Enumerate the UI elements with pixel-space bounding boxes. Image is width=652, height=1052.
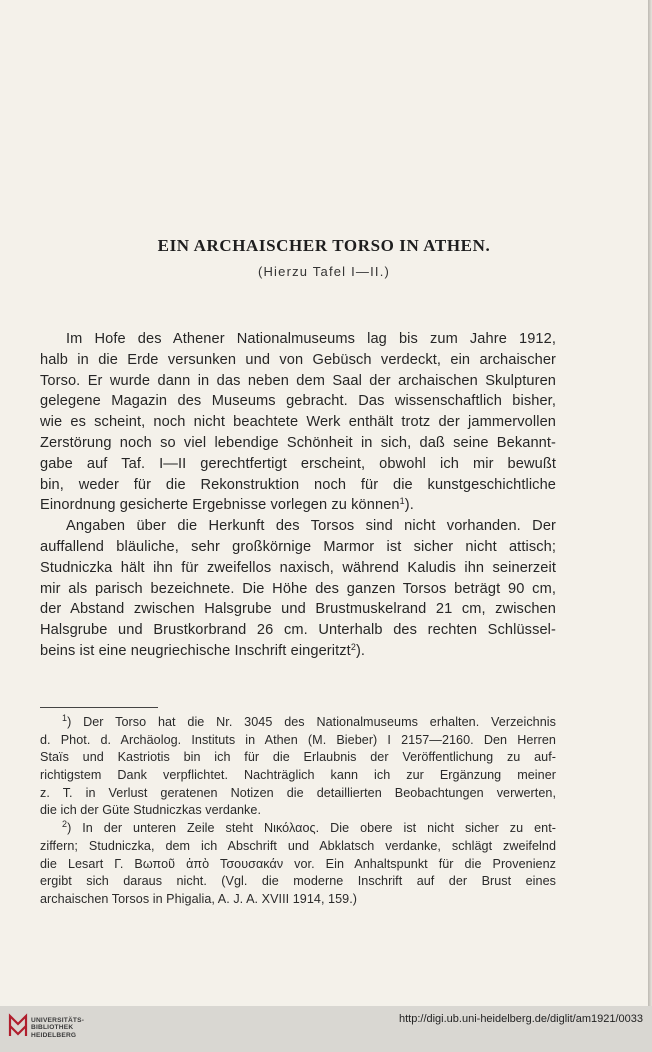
page-edge-shadow: [648, 0, 652, 1006]
article-body: [40, 329, 556, 662]
footnote-line-content: ) In der unteren Zeile steht Νικόλαος. Die obere ist nicht sicher zu ent-: [67, 821, 556, 836]
footnote-2: [40, 820, 556, 908]
university-library-logo-icon: [7, 1012, 29, 1038]
text-line: gabe auf Taf. I—II gerechtfertigt erscheint, obwohl ich mir bewußt: [40, 455, 556, 472]
footnote-marker: 2: [62, 819, 68, 830]
library-name-line: HEIDELBERG: [31, 1031, 77, 1039]
article-subtitle: (Hierzu Tafel I—II.): [257, 264, 391, 279]
line-end: ).: [404, 497, 414, 514]
footnote-line: die ich der Güte Studniczkas verdanke.: [40, 803, 262, 818]
footnote-line: richtigstem Dank verpflichtet. Nachträglich kann ich zur Ergänzung meiner: [40, 768, 556, 783]
text-line: auffallend bläuliche, sehr großkörnige Marmor ist sicher nicht attisch;: [40, 538, 556, 555]
footnotes: [40, 714, 556, 909]
text-line-content: beins ist eine neugriechische Inschrift eingeritzt: [40, 642, 351, 659]
footnote-line-content: ) Der Torso hat die Nr. 3045 des Nationalmuseums erhalten. Verzeichnis: [67, 715, 556, 729]
article-title: EIN ARCHAISCHER TORSO IN ATHEN.: [157, 236, 491, 255]
footnote-divider: [40, 707, 158, 708]
footnote-line: ziffern; Studniczka, dem ich Abschrift und Abklatsch verdanke, schlägt zweifelnd: [40, 838, 556, 853]
library-logo[interactable]: [7, 1012, 127, 1048]
footnote-line: die Lesart Γ. Βωποῦ ἀπὸ Τσουσακάν vor. Ein Anhaltspunkt für die Provenienz: [40, 856, 556, 871]
text-line: Im Hofe des Athener Nationalmuseums lag bis zum Jahre 1912,: [66, 331, 556, 347]
footnote-line: d. Phot. d. Archäolog. Instituts in Athen (M. Bieber) I 2157—2160. Den Herren: [40, 732, 556, 747]
footnote-1: [40, 714, 556, 820]
footnote-line: ergibt sich daraus nicht. (Vgl. die moderne Inschrift auf der Brust eines: [40, 874, 556, 889]
library-name-line: BIBLIOTHEK: [31, 1024, 74, 1032]
paragraph-2: [40, 516, 556, 662]
text-line-content: Einordnung gesicherte Ergebnisse vorlegen zu können: [40, 497, 400, 514]
text-line: mir als parisch bezeichnete. Die Höhe des ganzen Torsos beträgt 90 cm,: [40, 580, 556, 597]
text-line: wie es scheint, noch nicht beachtete Werk enthält trotz der jammervollen: [40, 414, 556, 431]
footnote-line: [40, 820, 556, 838]
text-line: gelegene Magazin des Museums gebracht. Das wissenschaftlich bisher,: [40, 393, 556, 410]
text-line: Zerstörung noch so viel lebendige Schönheit in sich, daß seine Bekannt-: [40, 434, 556, 451]
footnote-ref-2[interactable]: 2: [350, 641, 356, 652]
library-name: [31, 1017, 84, 1039]
text-line: [40, 641, 556, 662]
logo-stroke: [10, 1026, 26, 1034]
text-line: Torso. Er wurde dann in das neben dem Saal der archaischen Skulpturen: [40, 372, 556, 389]
text-line: bin, weder für die Rekonstruktion noch für die kunstgeschichtliche: [40, 476, 556, 493]
paragraph-1: [40, 329, 556, 516]
text-line: Angaben über die Herkunft des Torsos sind nicht vorhanden. Der: [66, 518, 556, 535]
text-line: halb in die Erde versunken und von Gebüsch verdeckt, ein archaischer: [40, 351, 556, 368]
footnote-line: archaischen Torsos in Phigalia, A. J. A. XVIII 1914, 159.): [40, 891, 357, 906]
footnote-line: z. T. in Verlust geratenen Notizen die detaillierten Beobachtungen verwerten,: [40, 785, 556, 800]
line-end: ).: [355, 642, 366, 659]
library-name-line: UNIVERSITÄTS-: [31, 1017, 85, 1024]
source-url[interactable]: http://digi.ub.uni-heidelberg.de/diglit/am1921/0033: [398, 1013, 643, 1025]
footnote-line: Staïs und Kastriotis bin ich für die Erlaubnis der Veröffentlichung zu auf-: [40, 750, 556, 765]
footnote-marker: 1: [62, 713, 68, 723]
logo-strokes: [10, 1016, 26, 1036]
text-line: [40, 495, 556, 516]
footnote-ref-1[interactable]: 1: [399, 496, 405, 507]
text-line: der Abstand zwischen Halsgrube und Brustmuskelrand 21 cm, zwischen: [40, 601, 556, 618]
text-line: Halsgrube und Brustkorbrand 26 cm. Unterhalb des rechten Schlüssel-: [40, 622, 556, 639]
footnote-line: [40, 714, 556, 732]
text-line: Studniczka hält ihn für zweifellos naxisch, während Kaludis ihn seinerzeit: [40, 559, 556, 576]
